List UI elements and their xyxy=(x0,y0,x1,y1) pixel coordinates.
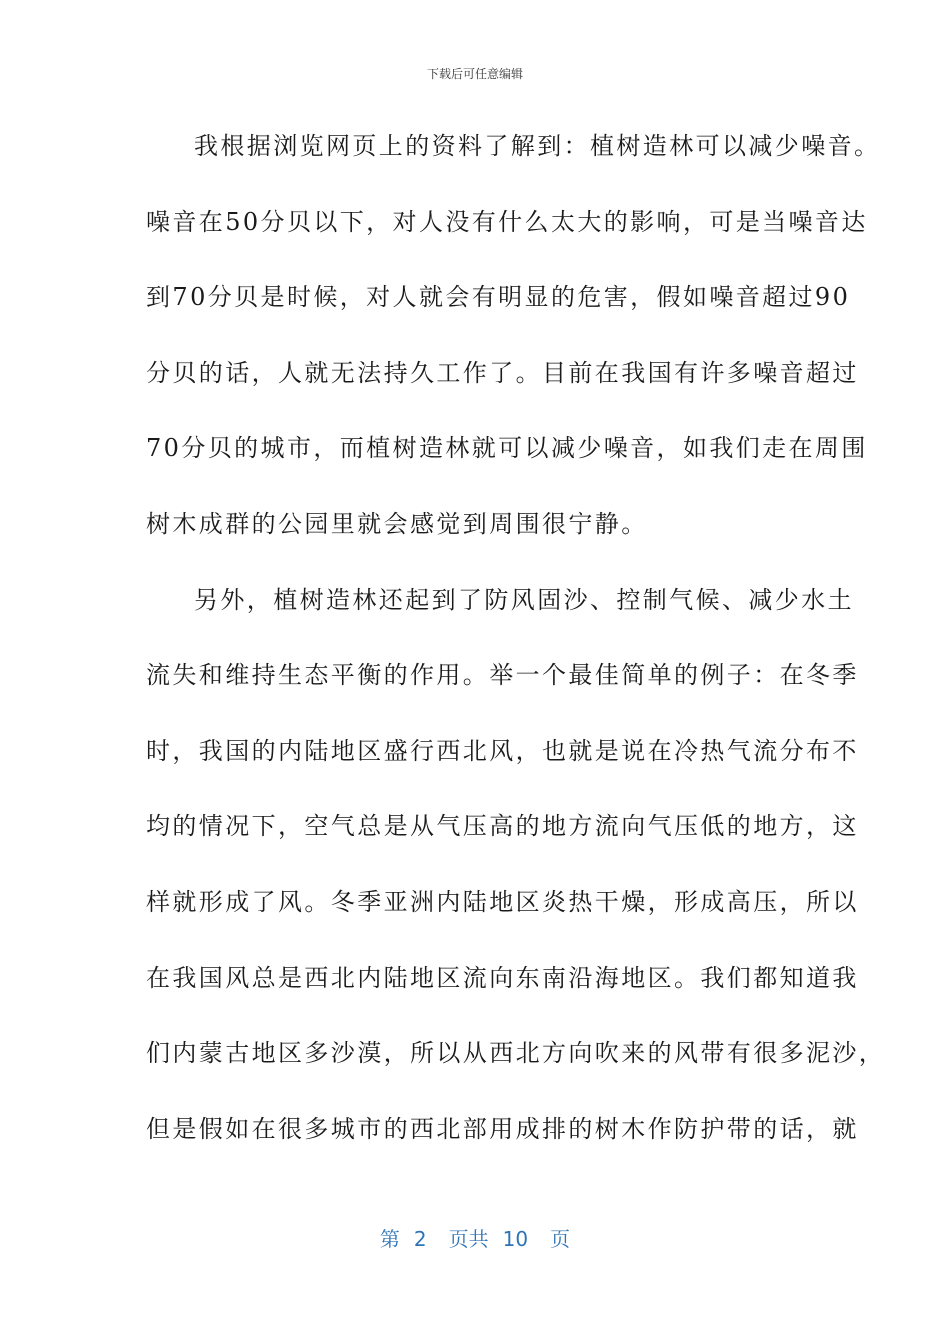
current-page-number: 2 xyxy=(413,1227,427,1251)
footer-suffix: 页 xyxy=(550,1227,571,1251)
footer-middle: 页共 xyxy=(448,1227,489,1251)
text-line: 样就形成了风。冬季亚洲内陆地区炎热干燥，形成高压，所以 xyxy=(146,887,859,916)
text-line: 另外，植树造林还起到了防风固沙、控制气候、减少水土 xyxy=(194,585,854,614)
text-line: 70分贝的城市，而植树造林就可以减少噪音，如我们走在周围 xyxy=(146,434,868,463)
body-text xyxy=(146,118,886,1176)
text-line: 时，我国的内陆地区盛行西北风，也就是说在冷热气流分布不 xyxy=(146,736,859,765)
text-line: 们内蒙古地区多沙漠，所以从西北方向吹来的风带有很多泥沙， xyxy=(146,1039,886,1068)
text-line: 在我国风总是西北内陆地区流向东南沿海地区。我们都知道我 xyxy=(146,963,859,992)
footer-prefix: 第 xyxy=(379,1227,400,1251)
text-line: 到70分贝是时候，对人就会有明显的危害，假如噪音超过90 xyxy=(146,283,851,312)
text-line: 但是假如在很多城市的西北部用成排的树木作防护带的话，就 xyxy=(146,1114,859,1143)
page-footer xyxy=(0,1224,950,1254)
text-line: 我根据浏览网页上的资料了解到：植树造林可以减少噪音。 xyxy=(194,132,881,160)
text-line: 噪音在50分贝以下，对人没有什么太大的影响，可是当噪音达 xyxy=(146,207,868,236)
text-line: 流失和维持生态平衡的作用。举一个最佳简单的例子：在冬季 xyxy=(146,661,859,690)
page-header: 下载后可任意编辑 xyxy=(426,67,523,81)
text-line: 均的情况下，空气总是从气压高的地方流向气压低的地方，这 xyxy=(146,812,859,841)
text-line: 树木成群的公园里就会感觉到周围很宁静。 xyxy=(146,509,648,538)
total-pages-number: 10 xyxy=(502,1227,529,1251)
text-line: 分贝的话，人就无法持久工作了。目前在我国有许多噪音超过 xyxy=(146,358,859,387)
